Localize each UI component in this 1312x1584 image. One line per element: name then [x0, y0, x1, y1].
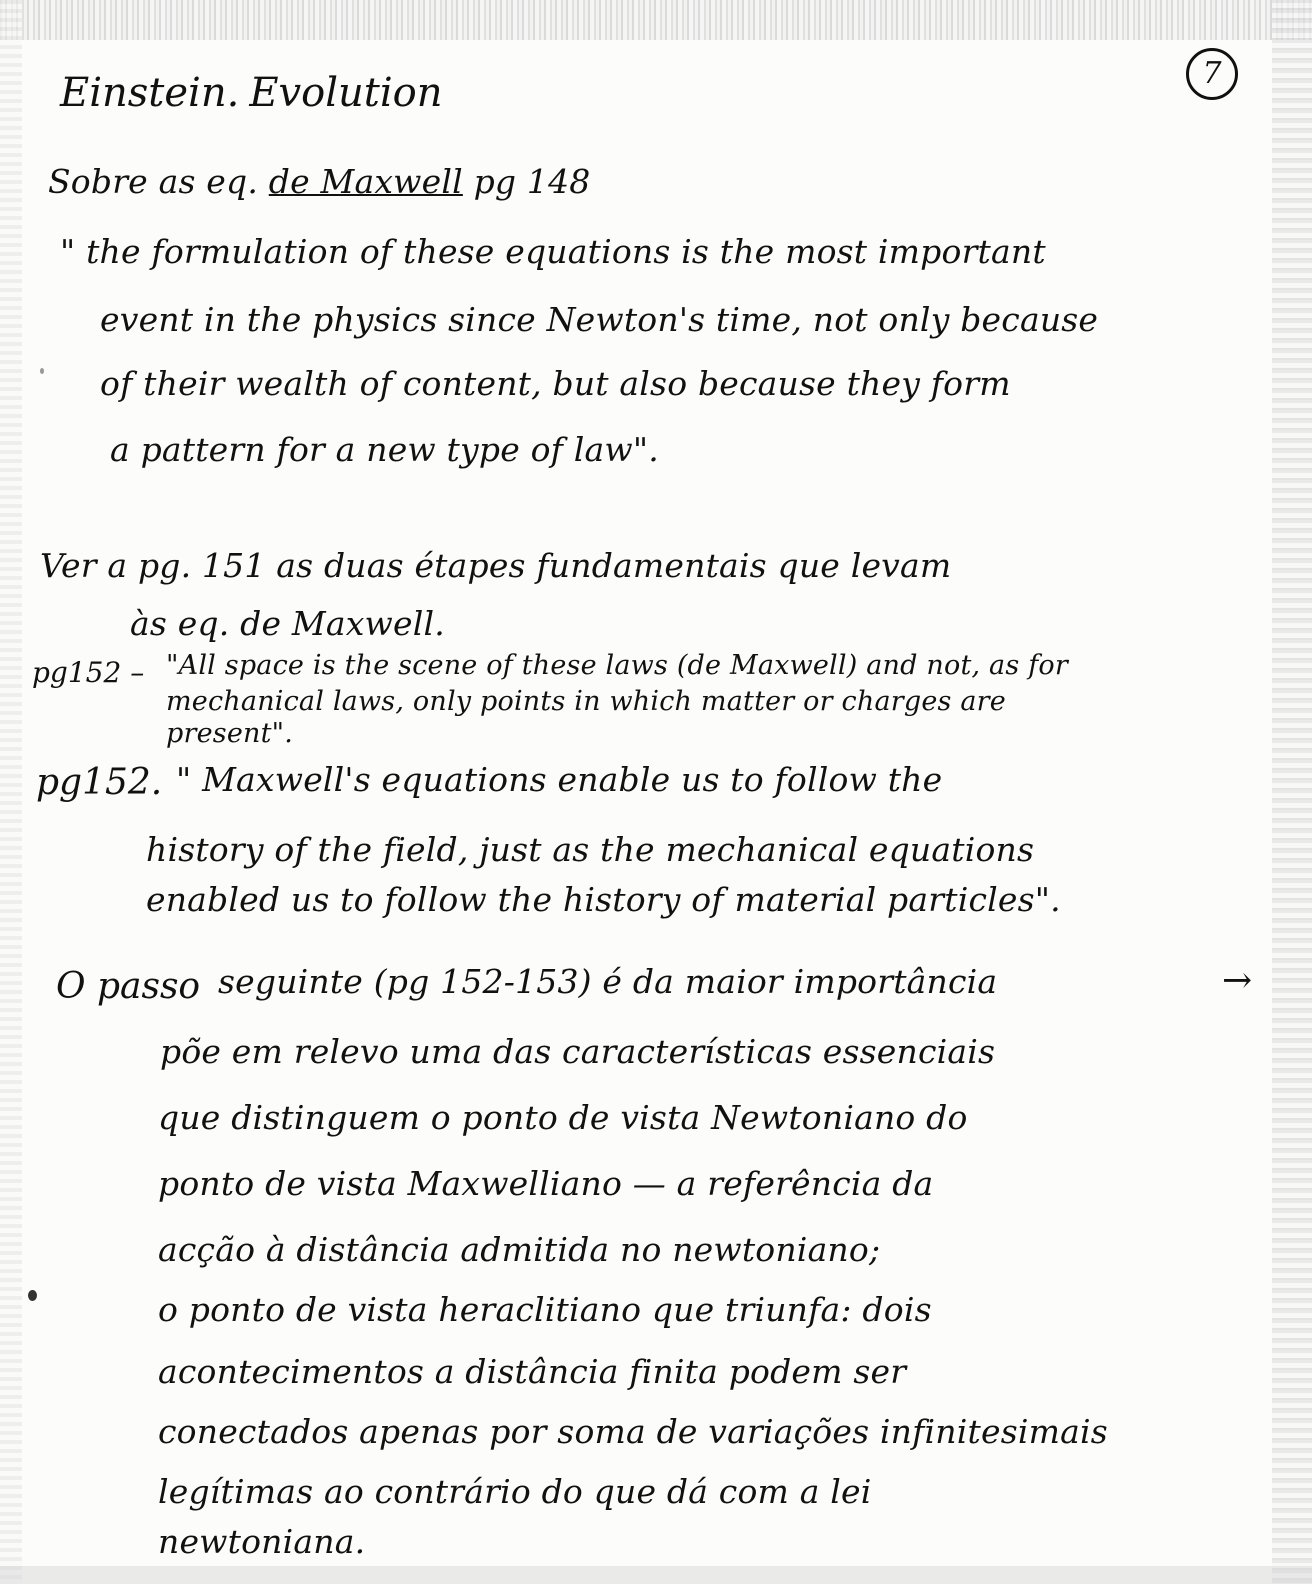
section1-line: a pattern for a new type of law". — [110, 430, 659, 469]
scan-edge-right — [1272, 0, 1312, 1584]
title-part1: Einstein — [60, 70, 227, 116]
quote152a-line: present". — [166, 718, 294, 749]
ink-smudge — [40, 368, 44, 374]
section1-intro-underlined: de Maxwell — [268, 162, 463, 201]
section3-first-line: seguinte (pg 152-153) é da maior importância — [218, 962, 998, 1001]
section3-margin-label: O passo — [56, 966, 201, 1007]
section1-line: of their wealth of content, but also because they form — [100, 364, 1011, 403]
quote152b-margin-label: pg152. — [36, 762, 163, 803]
page-title — [60, 70, 442, 116]
section3-line: põe em relevo uma das características essenciais — [160, 1032, 996, 1071]
quote152b-line: " Maxwell's equations enable us to follow the — [176, 760, 943, 799]
title-part2: Evolution — [249, 70, 443, 116]
page-number: 7 — [1202, 56, 1222, 91]
right-arrow-icon: → — [1222, 960, 1253, 1001]
quote152a-line: "All space is the scene of these laws (de Maxwell) and not, as for — [166, 650, 1068, 681]
section3-line: ponto de vista Maxwelliano — a referência da — [158, 1164, 934, 1203]
scan-edge-bottom — [0, 1566, 1312, 1584]
section1-line: event in the physics since Newton's time, not only because — [100, 300, 1099, 339]
section3-line: legítimas ao contrário do que dá com a lei — [158, 1472, 872, 1511]
title-separator: . — [226, 70, 240, 116]
quote152b-line: history of the field, just as the mechanical equations — [146, 830, 1035, 869]
page-number-circle — [1186, 48, 1238, 100]
section2-line: Ver a pg. 151 as duas étapes fundamentais que levam — [40, 546, 952, 585]
section3-line: newtoniana. — [158, 1522, 366, 1561]
section3-line: que distinguem o ponto de vista Newtoniano do — [158, 1098, 968, 1137]
section1-intro-prefix: Sobre as eq. — [48, 162, 259, 201]
quote152b-line: enabled us to follow the history of material particles". — [146, 880, 1061, 919]
section3-line: acontecimentos a distância finita podem ser — [158, 1352, 907, 1391]
ink-smudge — [28, 1290, 37, 1301]
quote152a-line: mechanical laws, only points in which matter or charges are — [166, 686, 1006, 717]
section1-intro — [48, 162, 591, 201]
quote152a-margin-label: pg152 – — [32, 656, 145, 689]
section1-intro-suffix: pg 148 — [473, 162, 591, 201]
section1-line: " the formulation of these equations is the most important — [60, 232, 1046, 271]
section2-line: às eq. de Maxwell. — [130, 604, 445, 643]
scan-edge-top — [0, 0, 1312, 40]
section3-line: acção à distância admitida no newtoniano; — [158, 1230, 881, 1269]
scan-edge-left — [0, 0, 22, 1584]
section3-line: conectados apenas por soma de variações infinitesimais — [158, 1412, 1108, 1451]
section3-line: o ponto de vista heraclitiano que triunfa: dois — [158, 1290, 932, 1329]
